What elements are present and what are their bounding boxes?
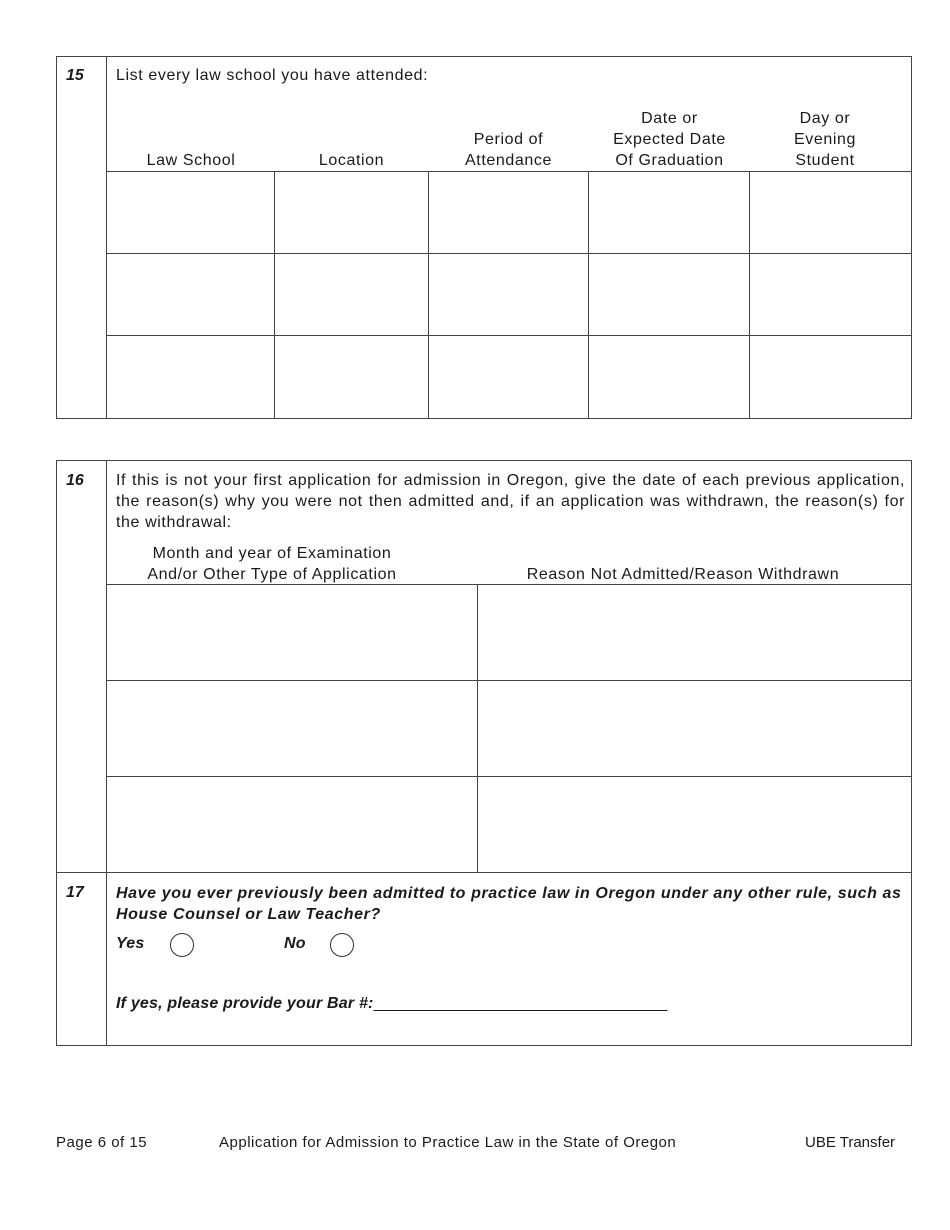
q17-bar-prompt	[116, 995, 667, 1013]
q16-header-examination: Month and year of Examination And/or Other Type of Application	[147, 545, 397, 583]
q15-cell-period-2[interactable]	[429, 254, 588, 335]
q16-header-reason: Reason Not Admitted/Reason Withdrawn	[526, 566, 840, 583]
q16-cell-reason-1[interactable]	[478, 585, 911, 680]
q15-cell-graduation-3[interactable]	[589, 336, 749, 418]
q15-cell-day-evening-1[interactable]	[750, 172, 911, 253]
q15-cell-school-1[interactable]	[107, 172, 274, 253]
q15-cell-location-3[interactable]	[275, 336, 428, 418]
q15-cell-school-3[interactable]	[107, 336, 274, 418]
q15-header-period: Period of Attendance	[465, 131, 552, 169]
q16-cell-reason-3[interactable]	[478, 777, 911, 872]
q17-yes-radio[interactable]	[170, 933, 194, 957]
q15-number: 15	[66, 67, 84, 84]
q17-no-radio[interactable]	[330, 933, 354, 957]
footer-title: Application for Admission to Practice Law in the State of Oregon	[219, 1134, 677, 1151]
q15-cell-location-1[interactable]	[275, 172, 428, 253]
q15-cell-graduation-2[interactable]	[589, 254, 749, 335]
q17-no-label: No	[284, 935, 306, 952]
q15-cell-period-3[interactable]	[429, 336, 588, 418]
q15-cell-school-2[interactable]	[107, 254, 274, 335]
q15-cell-period-1[interactable]	[429, 172, 588, 253]
q15-prompt: List every law school you have attended:	[116, 67, 429, 84]
q16-cell-examination-3[interactable]	[107, 777, 477, 872]
q16-prompt: If this is not your first application for admission in Oregon, give the date of each previous application, the reason(s) why you were not then admitted and, if an application was withdrawn, the reason(s) for the withdrawal:	[116, 472, 905, 531]
q16-cell-reason-2[interactable]	[478, 681, 911, 776]
footer-page-number: Page 6 of 15	[56, 1134, 148, 1151]
q15-cell-day-evening-2[interactable]	[750, 254, 911, 335]
q15-header-graduation: Date or Expected Date Of Graduation	[613, 110, 726, 169]
q15-header-location: Location	[318, 152, 385, 169]
footer-application-type: UBE Transfer	[805, 1134, 896, 1151]
q17-question: Have you ever previously been admitted to practice law in Oregon under any other rule, such as House Counsel or Law Teacher?	[116, 885, 902, 923]
q16-cell-examination-1[interactable]	[107, 585, 477, 680]
q15-cell-graduation-1[interactable]	[589, 172, 749, 253]
q16-cell-examination-2[interactable]	[107, 681, 477, 776]
q15-header-day-evening: Day or Evening Student	[793, 110, 857, 169]
q16-number: 16	[66, 472, 84, 489]
q15-cell-location-2[interactable]	[275, 254, 428, 335]
q16-q17-divider	[56, 872, 912, 873]
q17-bar-number-field[interactable]: _________________________________	[373, 995, 668, 1012]
q17-number: 17	[66, 884, 84, 901]
q17-yes-label: Yes	[116, 935, 145, 952]
q17-bar-label: If yes, please provide your Bar #:	[116, 995, 374, 1012]
q15-header-law-school: Law School	[146, 152, 236, 169]
q15-cell-day-evening-3[interactable]	[750, 336, 911, 418]
